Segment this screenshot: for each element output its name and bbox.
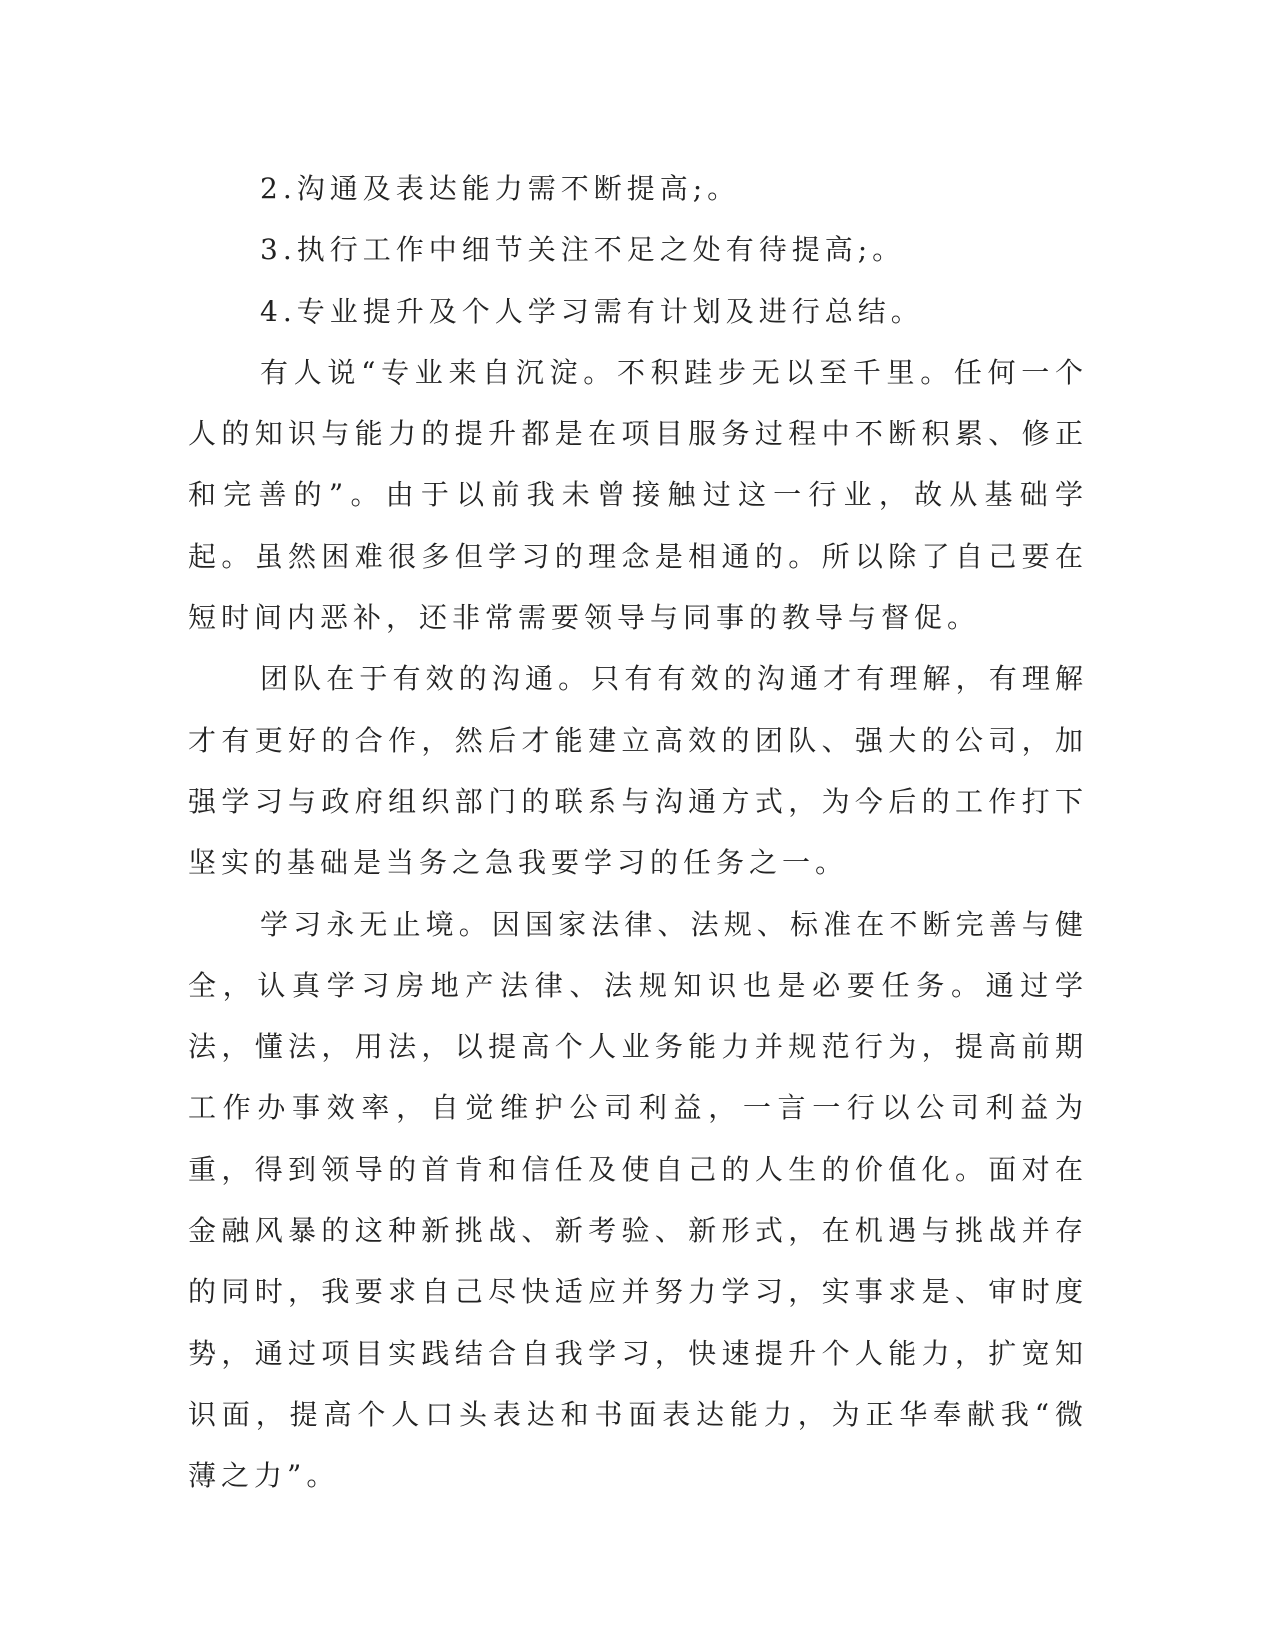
list-item-professional-learning: 4.专业提升及个人学习需有计划及进行总结。 bbox=[260, 294, 924, 328]
list-item-detail-attention: 3.执行工作中细节关注不足之处有待提高;。 bbox=[260, 233, 906, 267]
paragraph-professional-accumulation: 有人说“专业来自沉淀。不积跬步无以至千里。任何一个人的知识与能力的提升都是在项目服务过程中不断积累、修正和完善的”。由于以前我未曾接触过这一行业，故从基础学起。虽然困难很多但学习的理念是相通的。所以除了自己要在短时间内恶补，还非常需要领导与同事的教导与督促。 bbox=[188, 355, 1088, 635]
paragraph-team-communication: 团队在于有效的沟通。只有有效的沟通才有理解，有理解才有更好的合作，然后才能建立高效的团队、强大的公司，加强学习与政府组织部门的联系与沟通方式，为今后的工作打下坚实的基础是当务之急我要学习的任务之一。 bbox=[188, 662, 1088, 880]
document-body bbox=[188, 158, 1088, 1507]
paragraph-continuous-learning: 学习永无止境。因国家法律、法规、标准在不断完善与健全，认真学习房地产法律、法规知识也是必要任务。通过学法，懂法，用法，以提高个人业务能力并规范行为，提高前期工作办事效率，自觉维护公司利益，一言一行以公司利益为重，得到领导的首肯和信任及使自己的人生的价值化。面对在金融风暴的这种新挑战、新考验、新形式，在机遇与挑战并存的同时，我要求自己尽快适应并努力学习，实事求是、审时度势，通过项目实践结合自我学习，快速提升个人能力，扩宽知识面，提高个人口头表达和书面表达能力，为正华奉献我“微薄之力”。 bbox=[188, 907, 1088, 1493]
list-item-communication: 2.沟通及表达能力需不断提高;。 bbox=[260, 172, 741, 205]
